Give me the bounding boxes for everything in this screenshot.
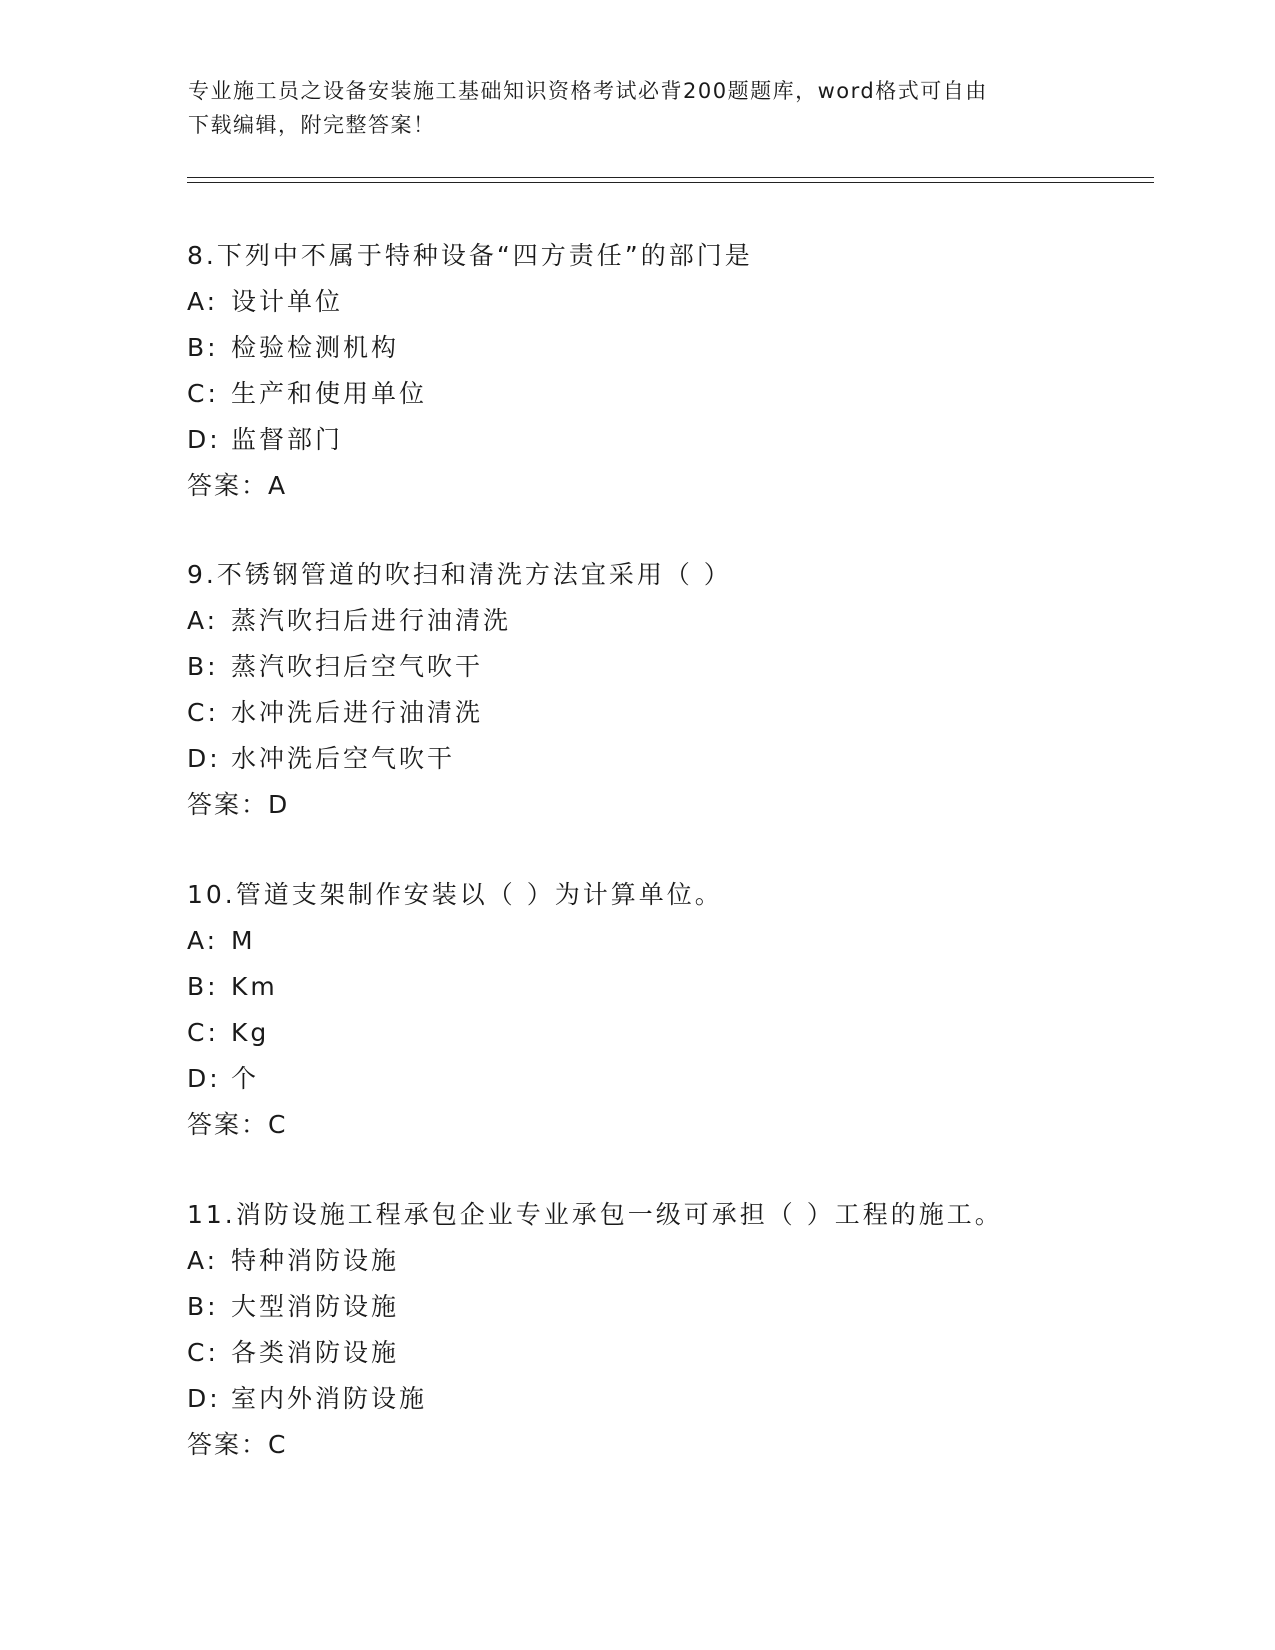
question-11 (187, 1192, 1167, 1468)
option-key: B: (187, 1292, 219, 1321)
option-a (187, 918, 1167, 964)
option-key: A: (187, 926, 219, 955)
option-a (187, 1238, 1167, 1284)
option-c (187, 1010, 1167, 1056)
option-d (187, 417, 1167, 463)
question-10 (187, 872, 1167, 1148)
option-key: B: (187, 333, 219, 362)
header-divider-bottom (187, 182, 1154, 183)
option-text: 检验检测机构 (231, 333, 400, 362)
document-header (188, 74, 1088, 142)
answer-line: 答案：A (187, 471, 288, 500)
question-stem: 11.消防设施工程承包企业专业承包一级可承担（ ）工程的施工。 (187, 1200, 1003, 1229)
answer-line: 答案：D (187, 790, 290, 819)
question-9 (187, 552, 1167, 828)
option-d (187, 1056, 1167, 1102)
option-c (187, 1330, 1167, 1376)
option-text: 各类消防设施 (231, 1338, 400, 1367)
option-text: 蒸汽吹扫后进行油清洗 (231, 606, 512, 635)
option-text: 水冲洗后空气吹干 (231, 744, 456, 773)
option-key: B: (187, 652, 219, 681)
answer-line: 答案：C (187, 1110, 288, 1139)
option-d (187, 1376, 1167, 1422)
option-text: 大型消防设施 (231, 1292, 400, 1321)
option-key: D: (187, 1064, 221, 1093)
option-text: 特种消防设施 (231, 1246, 400, 1275)
option-text: 设计单位 (231, 287, 344, 316)
header-line-2: 下载编辑，附完整答案！ (188, 113, 436, 137)
option-text: 室内外消防设施 (231, 1384, 428, 1413)
question-stem: 10.管道支架制作安装以（ ）为计算单位。 (187, 880, 723, 909)
option-a (187, 598, 1167, 644)
option-key: C: (187, 698, 219, 727)
option-key: C: (187, 1018, 219, 1047)
option-key: C: (187, 379, 219, 408)
option-text: 生产和使用单位 (231, 379, 428, 408)
option-key: D: (187, 425, 221, 454)
option-key: A: (187, 1246, 219, 1275)
option-c (187, 690, 1167, 736)
option-d (187, 736, 1167, 782)
option-text: 个 (231, 1064, 260, 1093)
option-b (187, 325, 1167, 371)
option-text: Km (231, 972, 278, 1001)
option-text: M (231, 926, 256, 955)
option-text: 蒸汽吹扫后空气吹干 (231, 652, 484, 681)
option-a (187, 279, 1167, 325)
option-key: B: (187, 972, 219, 1001)
option-text: 监督部门 (231, 425, 344, 454)
option-b (187, 1284, 1167, 1330)
answer-line: 答案：C (187, 1430, 288, 1459)
option-key: C: (187, 1338, 219, 1367)
option-key: A: (187, 287, 219, 316)
option-c (187, 371, 1167, 417)
option-key: D: (187, 744, 221, 773)
option-text: 水冲洗后进行油清洗 (231, 698, 484, 727)
option-text: Kg (231, 1018, 270, 1047)
question-stem: 8.下列中不属于特种设备“四方责任”的部门是 (187, 241, 753, 270)
option-key: D: (187, 1384, 221, 1413)
header-line-1: 专业施工员之设备安装施工基础知识资格考试必背200题题库，word格式可自由 (188, 79, 988, 103)
question-8 (187, 233, 1167, 509)
header-divider-top (187, 177, 1154, 178)
option-b (187, 644, 1167, 690)
option-key: A: (187, 606, 219, 635)
option-b (187, 964, 1167, 1010)
question-stem: 9.不锈钢管道的吹扫和清洗方法宜采用（ ） (187, 560, 732, 589)
